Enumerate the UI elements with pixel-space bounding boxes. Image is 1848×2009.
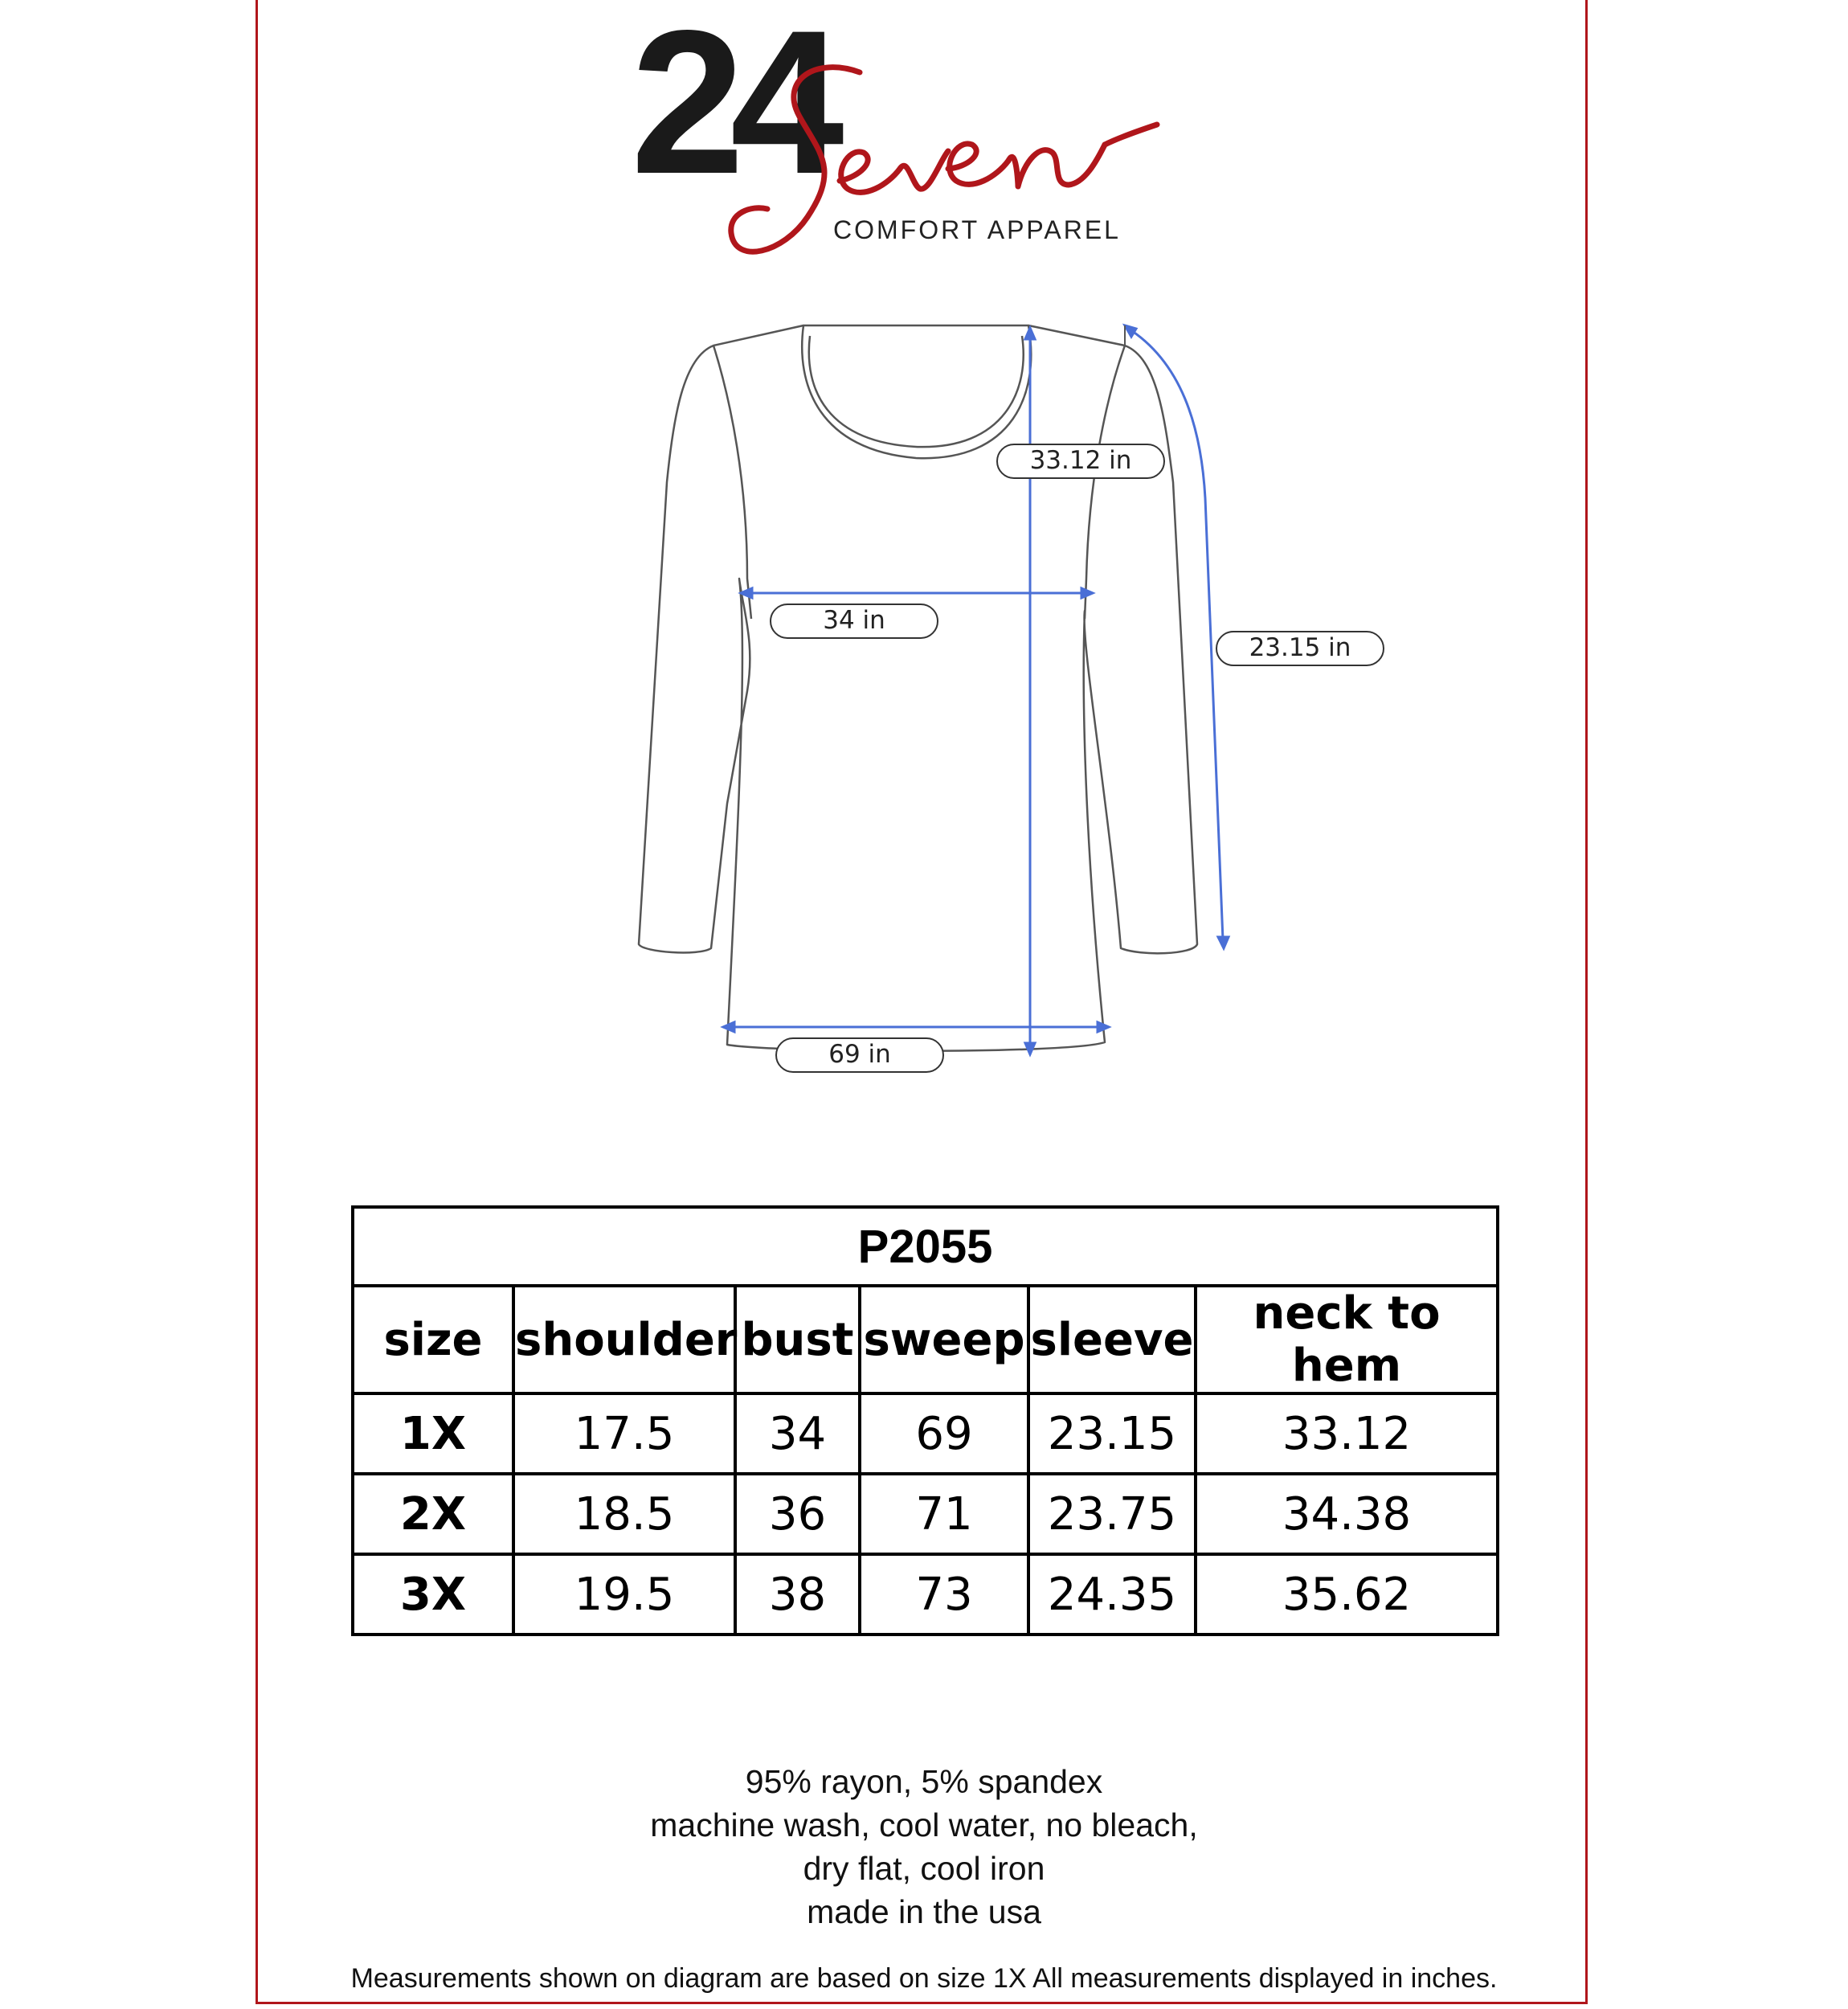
- garment-outline: [639, 325, 1197, 1051]
- fabric-content: 95% rayon, 5% spandex: [745, 1763, 1103, 1800]
- cell-bust: 36: [735, 1474, 860, 1554]
- origin: made in the usa: [807, 1893, 1041, 1930]
- cell-sleeve: 24.35: [1028, 1554, 1196, 1635]
- cell-shoulder: 19.5: [513, 1554, 735, 1635]
- size-chart-table: [351, 1205, 1499, 1636]
- bust-label: 34 in: [770, 604, 938, 639]
- sweep-label: 69 in: [775, 1037, 944, 1073]
- header-sleeve: sleeve: [1028, 1286, 1196, 1393]
- cell-sweep: 73: [860, 1554, 1028, 1635]
- cell-sleeve: 23.15: [1028, 1393, 1196, 1474]
- logo-tagline: COMFORT APPAREL: [833, 215, 1121, 244]
- table-row: [353, 1554, 1498, 1635]
- header-bust: bust: [735, 1286, 860, 1393]
- cell-neck-to-hem: 33.12: [1196, 1393, 1498, 1474]
- product-code: P2055: [353, 1207, 1498, 1286]
- measurement-footnote: Measurements shown on diagram are based on size 1X All measurements displayed in inches.: [350, 1963, 1498, 1994]
- header-shoulder: shoulder: [513, 1286, 735, 1393]
- cell-neck-to-hem: 34.38: [1196, 1474, 1498, 1554]
- cell-sweep: 71: [860, 1474, 1028, 1554]
- cell-size: 3X: [353, 1554, 513, 1635]
- table-row: [353, 1393, 1498, 1474]
- logo-number: 24: [631, 0, 830, 217]
- table-header-row: [353, 1286, 1498, 1393]
- wash-instructions: machine wash, cool water, no bleach,: [650, 1806, 1198, 1843]
- header-size: size: [353, 1286, 513, 1393]
- neck-to-hem-label: 33.12 in: [996, 444, 1165, 479]
- cell-bust: 34: [735, 1393, 860, 1474]
- care-instructions: [0, 1760, 1848, 1933]
- cell-neck-to-hem: 35.62: [1196, 1554, 1498, 1635]
- cell-size: 2X: [353, 1474, 513, 1554]
- cell-shoulder: 17.5: [513, 1393, 735, 1474]
- header-neck-to-hem: neck to hem: [1196, 1286, 1498, 1393]
- table-row: [353, 1474, 1498, 1554]
- neckline: [802, 325, 1031, 458]
- cell-sweep: 69: [860, 1393, 1028, 1474]
- sleeve-label: 23.15 in: [1216, 631, 1384, 666]
- cell-sleeve: 23.75: [1028, 1474, 1196, 1554]
- cell-shoulder: 18.5: [513, 1474, 735, 1554]
- cell-size: 1X: [353, 1393, 513, 1474]
- dry-instructions: dry flat, cool iron: [803, 1850, 1045, 1887]
- header-sweep: sweep: [860, 1286, 1028, 1393]
- cell-bust: 38: [735, 1554, 860, 1635]
